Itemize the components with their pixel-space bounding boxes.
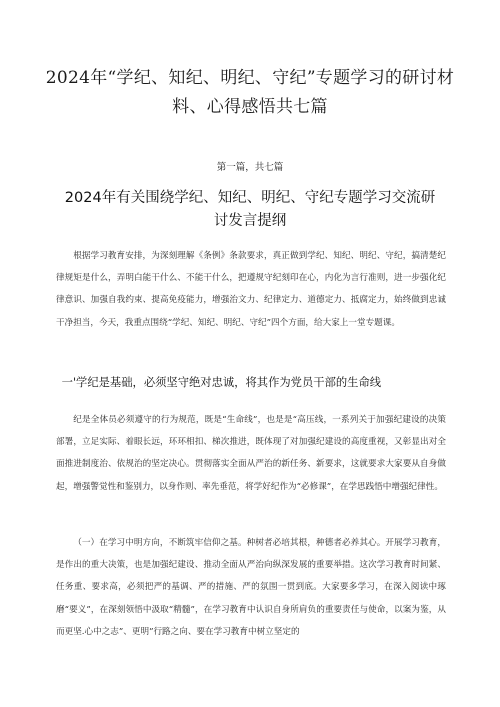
document-title: 2024年“学纪、知纪、明纪、守纪”专题学习的研讨材料、心得感悟共七篇	[45, 68, 455, 117]
point-one-paragraph: （一）在学习中明方向，不断筑牢信仰之基。种树者必培其根，种德者必养其心。开展学习教育，是作出的重大决策，也是加强纪建设、推动全面从严治向纵深发展的重要举措。这次学习教育时间紧、任务重、要求高，必须把严的基调、严的措施、严的氛围一贯到底。大家要多学习，在深入阅读中琢磨“要义”，在深刻领悟中汲取“精髓”，在学习教育中认识自身所肩负的重要责任与使命，以案为鉴，从而更坚.心中之志”、更明”行路之向、要在学习教育中树立坚定的	[56, 538, 446, 637]
section-one-paragraph: 纪是全体员必须遵守的行为规范，既是“生命线”，也是是“高压线，一系列关于加强纪建设的决策部署，立足实际、着眼长远，环环相扣、梯次推进，既体现了对加强纪建设的高度重视，又彰显出对全面推进制度治、依规治的坚定决心。贯彻落实全面从严治的新任务、新要求，这就要求大家要从自身做起，增强警觉性和鉴别力，以身作则、率先垂范，将学好纪作为“必修课”，在学思践悟中增强纪律性。	[56, 415, 446, 492]
section-one-heading: 一'学纪是基础，必须坚守绝对忠诚，将其作为党员干部的生命线	[61, 376, 382, 389]
part-label: 第一篇，共七篇	[216, 162, 284, 173]
intro-paragraph: 根据学习教育安排，为深刻理解《条例》条款要求，真正做到学纪、知纪、明纪、守纪，搞清楚纪律规矩是什么，弄明白能干什么、不能干什么，把遵规守纪刻印在心，内化为言行准则，进一步强化纪律意识、加强自我约束、提高免疫能力，增强治文力、纪律定力、道德定力、抵腐定力，始终做到忠诚干净担当，今天，我重点围绕“学纪、知纪、明纪、守纪”四个方面，给大家上一堂专题课。	[56, 251, 446, 328]
section-title: 2024年有关围绕学纪、知纪、明纪、守纪专题学习交流研讨发言提纲	[64, 190, 436, 229]
